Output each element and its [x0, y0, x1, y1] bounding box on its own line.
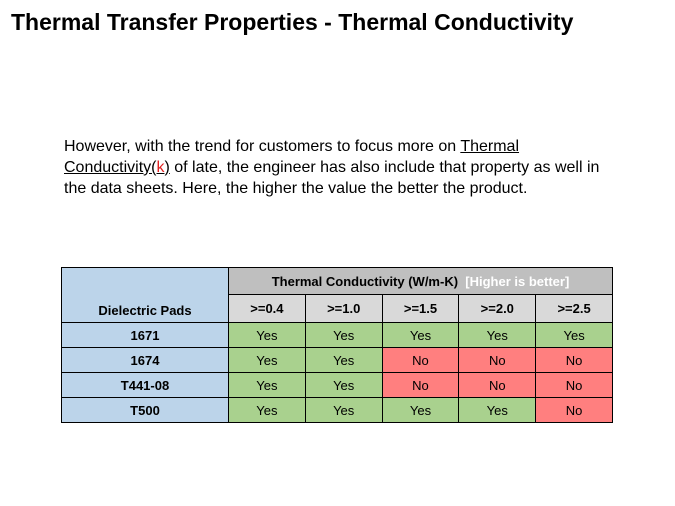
yes-cell: Yes: [305, 398, 382, 423]
yes-cell: Yes: [382, 398, 459, 423]
paragraph-lead: However, with the trend for customers to focus more on: [64, 138, 461, 155]
table-row: [62, 348, 613, 373]
table-row: [62, 373, 613, 398]
threshold-header: >=2.5: [536, 295, 613, 323]
threshold-header: >=1.5: [382, 295, 459, 323]
threshold-header: >=2.0: [459, 295, 536, 323]
group-header-cell: [229, 268, 613, 295]
body-paragraph: [64, 136, 624, 199]
yes-cell: Yes: [229, 348, 306, 373]
table-row: [62, 398, 613, 423]
pad-name-cell: 1674: [62, 348, 229, 373]
group-header-label: Thermal Conductivity (W/m-K): [271, 273, 459, 289]
yes-cell: Yes: [229, 323, 306, 348]
pad-name-cell: 1671: [62, 323, 229, 348]
no-cell: No: [382, 373, 459, 398]
no-cell: No: [459, 348, 536, 373]
yes-cell: Yes: [229, 398, 306, 423]
no-cell: No: [536, 348, 613, 373]
no-cell: No: [536, 373, 613, 398]
threshold-header: >=0.4: [229, 295, 306, 323]
no-cell: No: [459, 373, 536, 398]
term-close: ): [164, 159, 170, 176]
paragraph-rest: of late, the engineer has also include that property as well in the data sheets. Here, the higher the value the better the product.: [64, 159, 600, 197]
thermal-conductivity-table: [61, 267, 613, 423]
threshold-header: >=1.0: [305, 295, 382, 323]
yes-cell: Yes: [459, 323, 536, 348]
term-text: Thermal Conductivity(: [64, 138, 520, 176]
slide-title: Thermal Transfer Properties - Thermal Conductivity: [11, 9, 574, 35]
k-symbol: k: [156, 159, 165, 176]
row-header-label: Dielectric Pads: [98, 303, 192, 318]
no-cell: No: [382, 348, 459, 373]
pad-name-cell: T500: [62, 398, 229, 423]
pad-name-cell: T441-08: [62, 373, 229, 398]
yes-cell: Yes: [305, 348, 382, 373]
higher-is-better-note: [Higher is better]: [465, 273, 570, 289]
table-header-row: [62, 268, 613, 295]
yes-cell: Yes: [459, 398, 536, 423]
yes-cell: Yes: [305, 323, 382, 348]
row-header-cell: [62, 268, 229, 323]
yes-cell: Yes: [536, 323, 613, 348]
yes-cell: Yes: [229, 373, 306, 398]
yes-cell: Yes: [305, 373, 382, 398]
yes-cell: Yes: [382, 323, 459, 348]
table-row: [62, 323, 613, 348]
no-cell: No: [536, 398, 613, 423]
